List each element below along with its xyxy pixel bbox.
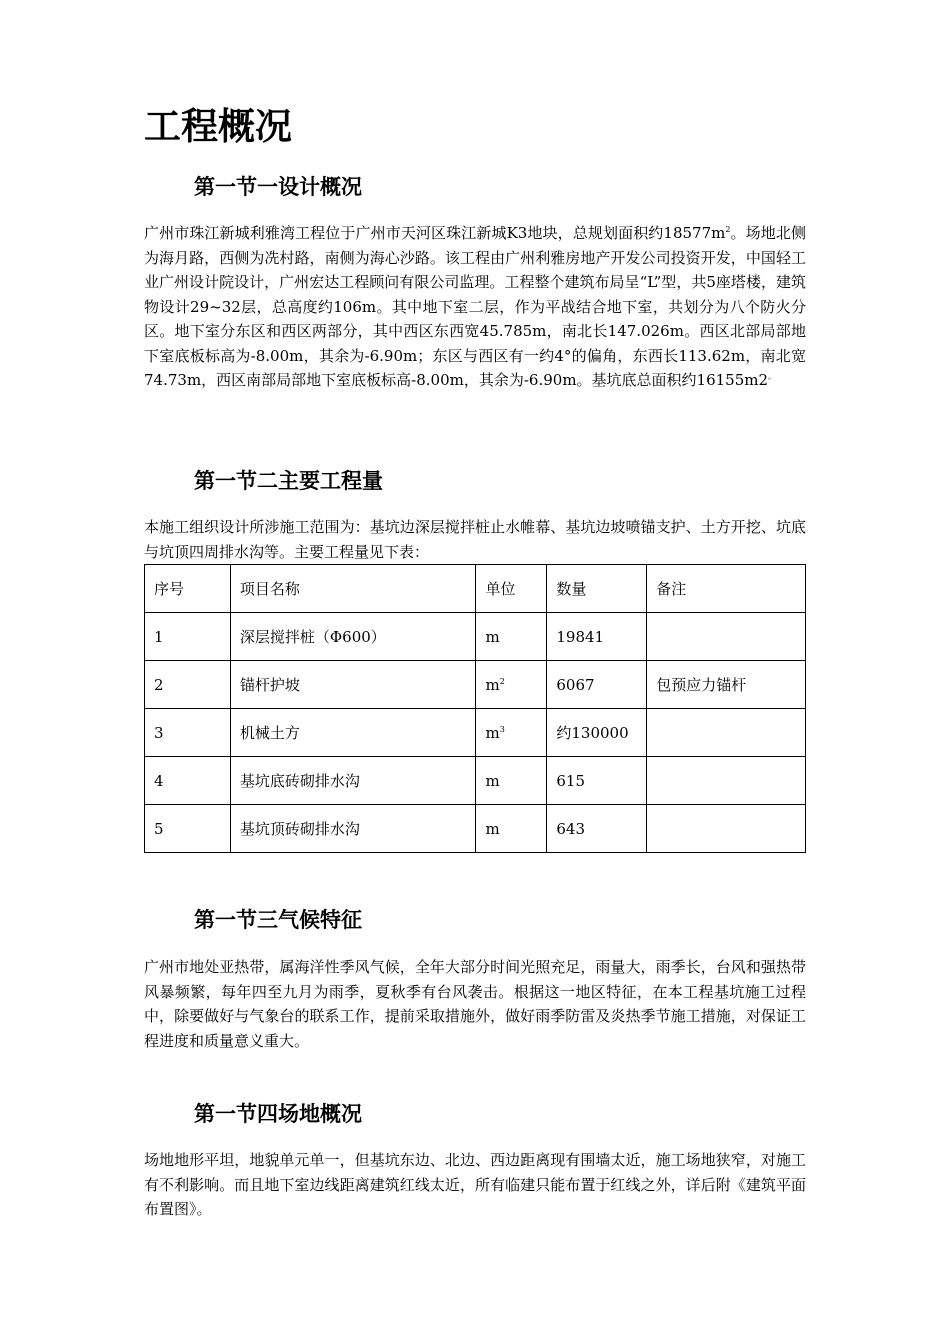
section-heading-design: 第一节一设计概况	[194, 175, 362, 199]
cell-unit: $m^3$	[476, 709, 547, 757]
header-cell: 序号	[145, 565, 231, 613]
document-title: 工程概况	[144, 105, 292, 148]
cell-note	[647, 757, 806, 805]
cell-name: 机械土方	[230, 709, 476, 757]
header-cell: 数量	[547, 565, 647, 613]
cell-name: 锚杆护坡	[230, 661, 476, 709]
cell-qty: 6067	[547, 661, 647, 709]
cell-unit: $m^2$	[476, 661, 547, 709]
cell-no: 1	[145, 613, 231, 661]
header-cell: 项目名称	[230, 565, 476, 613]
cell-unit: m	[476, 613, 547, 661]
table-row	[145, 757, 806, 805]
section-body-site: 场地地形平坦，地貌单元单一，但基坑东边、北边、西边距离现有围墙太近，施工场地狭窄，对施工有不利影响。而且地下室边线距离建筑红线太近，所有临建只能布置于红线之外，详后附《建筑平面布置图》。	[144, 1151, 806, 1218]
cell-name: 基坑顶砖砌排水沟	[230, 805, 476, 853]
section-body-quantities: 本施工组织设计所涉施工范围为：基坑边深层搅拌桩止水帷幕、基坑边坡喷锚支护、土方开挖、坑底与坑顶四周排水沟等。主要工程量见下表：	[144, 518, 806, 561]
cell-qty: 约130000	[547, 709, 647, 757]
cell-no: 2	[145, 661, 231, 709]
cell-note	[647, 709, 806, 757]
table-header-row	[145, 565, 806, 613]
quantities-table	[144, 564, 806, 853]
cell-no: 3	[145, 709, 231, 757]
table-row	[145, 613, 806, 661]
table-row	[145, 661, 806, 709]
cell-unit: m	[476, 805, 547, 853]
cell-no: 5	[145, 805, 231, 853]
section-heading-quantities: 第一节二主要工程量	[194, 469, 383, 493]
section-heading-site: 第一节四场地概况	[194, 1102, 362, 1126]
header-cell: 备注	[647, 565, 806, 613]
section-body-climate: 广州市地处亚热带，属海洋性季风气候，全年大部分时间光照充足，雨量大，雨季长，台风和强热带风暴频繁，每年四至九月为雨季，夏秋季有台风袭击。根据这一地区特征，在本工程基坑施工过程中，除要做好与气象台的联系工作，提前采取措施外，做好雨季防雷及炎热季节施工措施，对保证工程进度和质量意义重大。	[144, 958, 806, 1050]
cell-name: 深层搅拌桩（Φ600）	[230, 613, 476, 661]
cell-no: 4	[145, 757, 231, 805]
header-cell: 单位	[476, 565, 547, 613]
cell-qty: 643	[547, 805, 647, 853]
table-row	[145, 805, 806, 853]
cell-qty: 615	[547, 757, 647, 805]
cell-note	[647, 613, 806, 661]
cell-unit: m	[476, 757, 547, 805]
section-heading-climate: 第一节三气候特征	[194, 908, 362, 932]
cell-name: 基坑底砖砌排水沟	[230, 757, 476, 805]
table-row	[145, 709, 806, 757]
section-body-design: 广州市珠江新城利雅湾工程位于广州市天河区珠江新城K3地块，总规划面积约$18577m^2$。场地北侧为海月路，西侧为冼村路，南侧为海心沙路。该工程由广州利雅房地产开发公司投资开发，中国轻工业广州设计院设计，广州宏达工程顾问有限公司监理。工程整个建筑布局呈“L”型，共5座塔楼，建筑物设计29~32层，总高度约106m。其中地下室二层，作为平战结合地下室，共划分为八个防火分区。地下室分东区和西区两部分，其中西区东西宽45.785m，南北长147.026m。西区北部局部地下室底板标高为-8.00m，其余为-6.90m；东区与西区有一约4°的偏角，东西长113.62m，南北宽74.73m，西区南部局部地下室底板标高-8.00m，其余为-6.90m。基坑底总面积约16155m2。	[144, 224, 806, 389]
cell-note: 包预应力锚杆	[647, 661, 806, 709]
cell-note	[647, 805, 806, 853]
cell-qty: 19841	[547, 613, 647, 661]
